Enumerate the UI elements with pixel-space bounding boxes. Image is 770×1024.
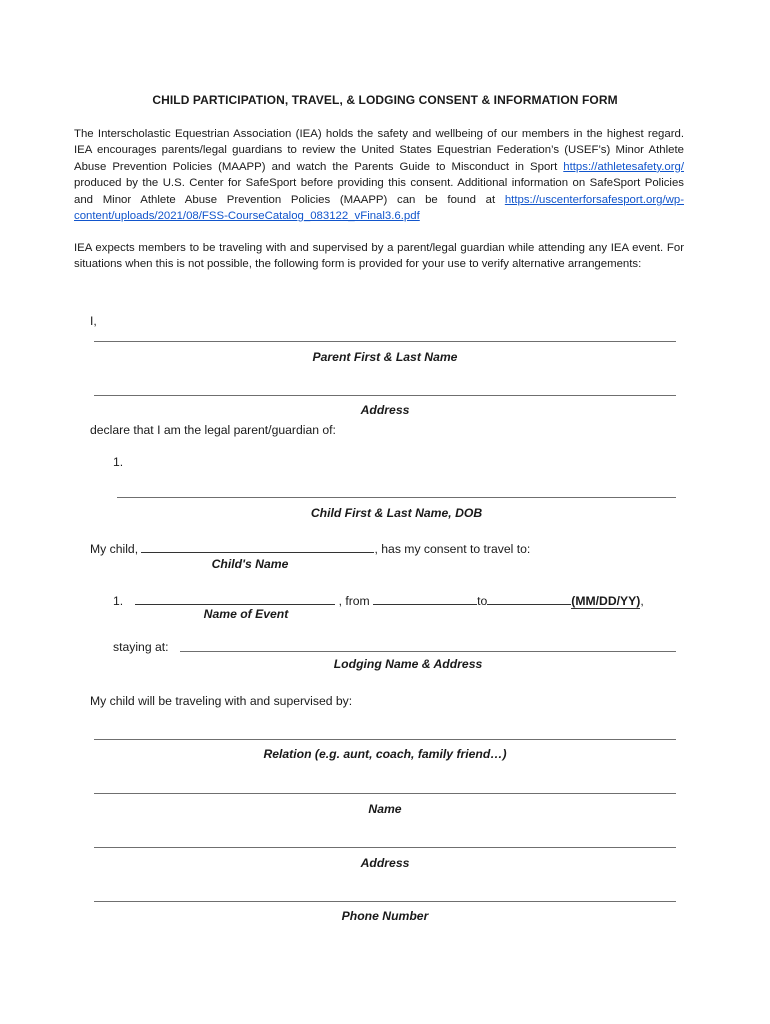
supervisor-name-line[interactable]: [94, 793, 676, 794]
consent-suffix: , has my consent to travel to:: [374, 542, 531, 556]
declare-text: declare that I am the legal parent/guardian of:: [90, 423, 336, 437]
supervisor-address-line[interactable]: [94, 847, 676, 848]
relation-caption: Relation (e.g. aunt, coach, family friend…): [263, 747, 507, 761]
i-label: I,: [90, 314, 97, 328]
child-name-line[interactable]: [117, 497, 676, 498]
staying-label: staying at:: [113, 640, 169, 654]
athletesafety-link[interactable]: https://athletesafety.org/: [563, 160, 684, 173]
parent-name-line[interactable]: [94, 341, 676, 342]
consent-line: [90, 540, 530, 556]
lodging-line[interactable]: [180, 651, 676, 652]
form-title: CHILD PARTICIPATION, TRAVEL, & LODGING CONSENT & INFORMATION FORM: [152, 93, 618, 107]
date-suffix: ,: [640, 594, 644, 608]
intro-text-1: The Interscholastic Equestrian Association (IEA) holds the safety and wellbeing of our members in the highest regard. IEA encourages parents/legal guardians to review the United States Equestrian Federation’s (USEF’s) Minor Athlete Abuse Prevention Policies (MAAPP) and watch the Parents Guide to Misconduct in Sport: [74, 128, 684, 173]
intro-text-2: produced by the U.S. Center for SafeSport before providing this consent. Additional information on SafeSport Policies and Minor Athlete Abuse Prevention Policies (MAAPP) can be found at: [74, 177, 684, 206]
event-line: [113, 592, 644, 608]
relation-line[interactable]: [94, 739, 676, 740]
lodging-caption: Lodging Name & Address: [333, 657, 483, 671]
childs-name-blank[interactable]: [141, 540, 374, 553]
to-label: to: [477, 594, 488, 608]
event-item-number: 1.: [113, 594, 124, 608]
from-date-blank[interactable]: [373, 592, 477, 605]
intro-paragraph: [74, 126, 684, 224]
date-format-hint: (MM/DD/YY): [571, 594, 641, 608]
event-caption: Name of Event: [203, 607, 289, 621]
parent-address-line[interactable]: [94, 395, 676, 396]
phone-line[interactable]: [94, 901, 676, 902]
from-label: , from: [338, 594, 370, 608]
parent-name-caption: Parent First & Last Name: [312, 350, 458, 364]
phone-caption: Phone Number: [341, 909, 429, 923]
safesport-catalog-link[interactable]: https://uscenterforsafesport.org/wp-content/uploads/2021/08/FSS-CourseCatalog_083122_vFinal3.6.pdf: [74, 193, 684, 223]
event-name-blank[interactable]: [135, 592, 335, 605]
child-caption: Child First & Last Name, DOB: [310, 506, 483, 520]
supervisor-address-caption: Address: [360, 856, 410, 870]
consent-prefix: My child,: [90, 542, 139, 556]
child-item-number: 1.: [113, 455, 124, 469]
supervised-text: My child will be traveling with and supervised by:: [90, 694, 353, 708]
supervisor-name-caption: Name: [368, 802, 402, 816]
expectation-paragraph: IEA expects members to be traveling with and supervised by a parent/legal guardian while attending any IEA event. For situations when this is not possible, the following form is provided for your use to verify alternative arrangements:: [74, 242, 684, 271]
parent-address-caption: Address: [360, 403, 410, 417]
childs-name-caption: Child's Name: [211, 557, 289, 571]
to-date-blank[interactable]: [487, 592, 571, 605]
